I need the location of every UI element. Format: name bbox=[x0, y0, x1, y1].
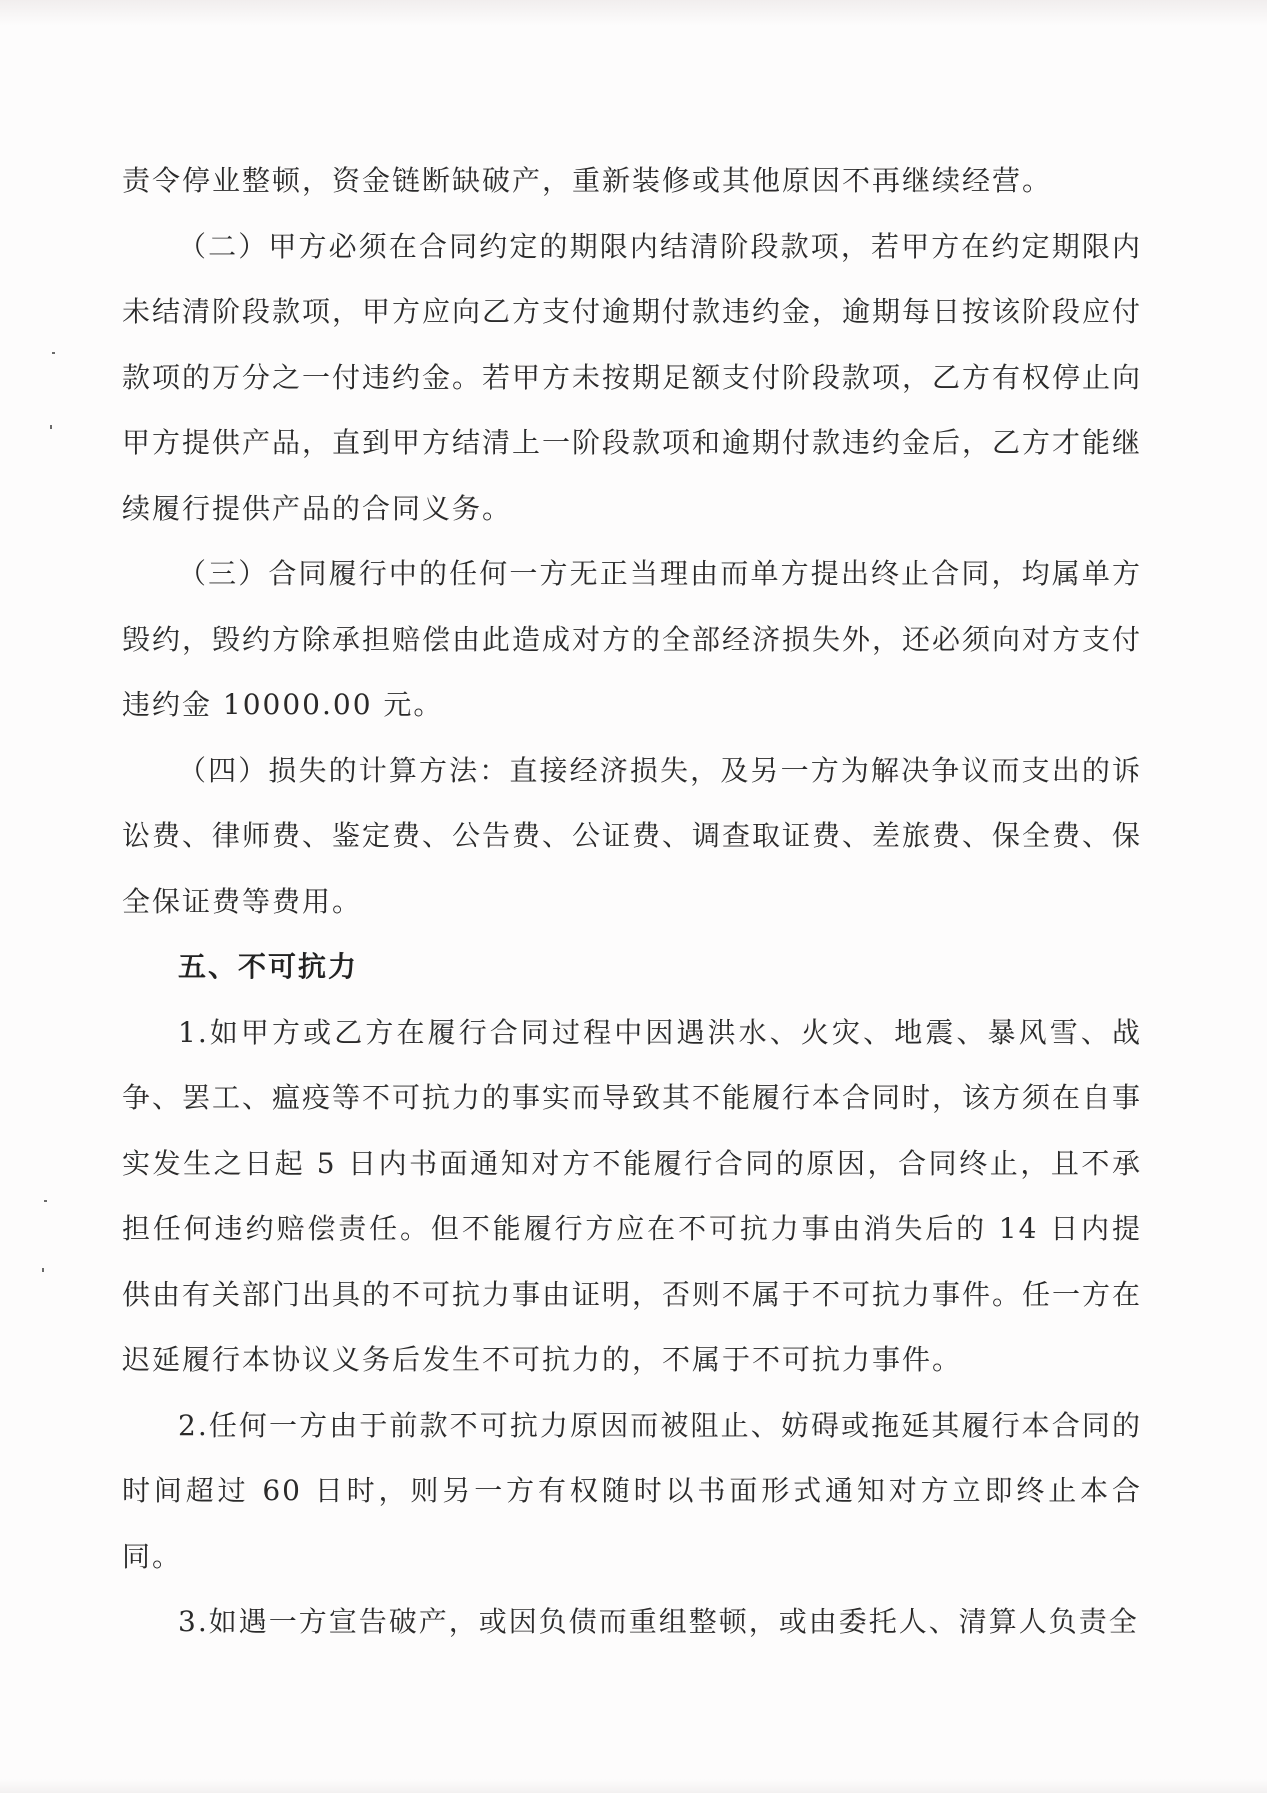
paragraph-item-1: 1.如甲方或乙方在履行合同过程中因遇洪水、火灾、地震、暴风雪、战争、罢工、瘟疫等不可抗力的事实而导致其不能履行本合同时，该方须在自事实发生之日起 5 日内书面通知对方不能履行合同的原因，合同终止，且不承担任何违约赔偿责任。但不能履行方应在不可抗力事由消失后的 14 日内提供由有关部门出具的不可抗力事由证明，否则不属于不可抗力事件。任一方在迟延履行本协议义务后发生不可抗力的，不属于不可抗力事件。 bbox=[122, 1015, 1143, 1376]
scan-speck bbox=[52, 352, 55, 354]
paragraph-continuation: 责令停业整顿，资金链断缺破产，重新装修或其他原因不再继续经营。 bbox=[122, 164, 1053, 197]
scan-speck bbox=[42, 1268, 44, 1272]
paragraph-clause-3: （三）合同履行中的任何一方无正当理由而单方提出终止合同，均属单方毁约，毁约方除承担赔偿由此造成对方的全部经济损失外，还必须向对方支付违约金 10000.00 元。 bbox=[122, 557, 1143, 721]
paragraph-clause-2: （二）甲方必须在合同约定的期限内结清阶段款项，若甲方在约定期限内未结清阶段款项，甲方应向乙方支付逾期付款违约金，逾期每日按该阶段应付款项的万分之一付违约金。若甲方未按期足额支付阶段款项，乙方有权停止向甲方提供产品，直到甲方结清上一阶段款项和逾期付款违约金后，乙方才能继续履行提供产品的合同义务。 bbox=[122, 229, 1143, 525]
section-heading-force-majeure: 五、不可抗力 bbox=[178, 950, 359, 983]
paragraph-item-2: 2.任何一方由于前款不可抗力原因而被阻止、妨碍或拖延其履行本合同的时间超过 60 日时，则另一方有权随时以书面形式通知对方立即终止本合同。 bbox=[122, 1408, 1142, 1573]
scan-speck bbox=[44, 1200, 47, 1202]
paragraph-clause-4: （四）损失的计算方法：直接经济损失，及另一方为解决争议而支出的诉讼费、律师费、鉴定费、公告费、公证费、调查取证费、差旅费、保全费、保全保证费等费用。 bbox=[122, 753, 1143, 918]
scan-speck bbox=[50, 425, 52, 429]
contract-body bbox=[122, 148, 1142, 1655]
paragraph-item-3: 3.如遇一方宣告破产，或因负债而重组整顿，或由委托人、清算人负责全 bbox=[178, 1605, 1139, 1638]
